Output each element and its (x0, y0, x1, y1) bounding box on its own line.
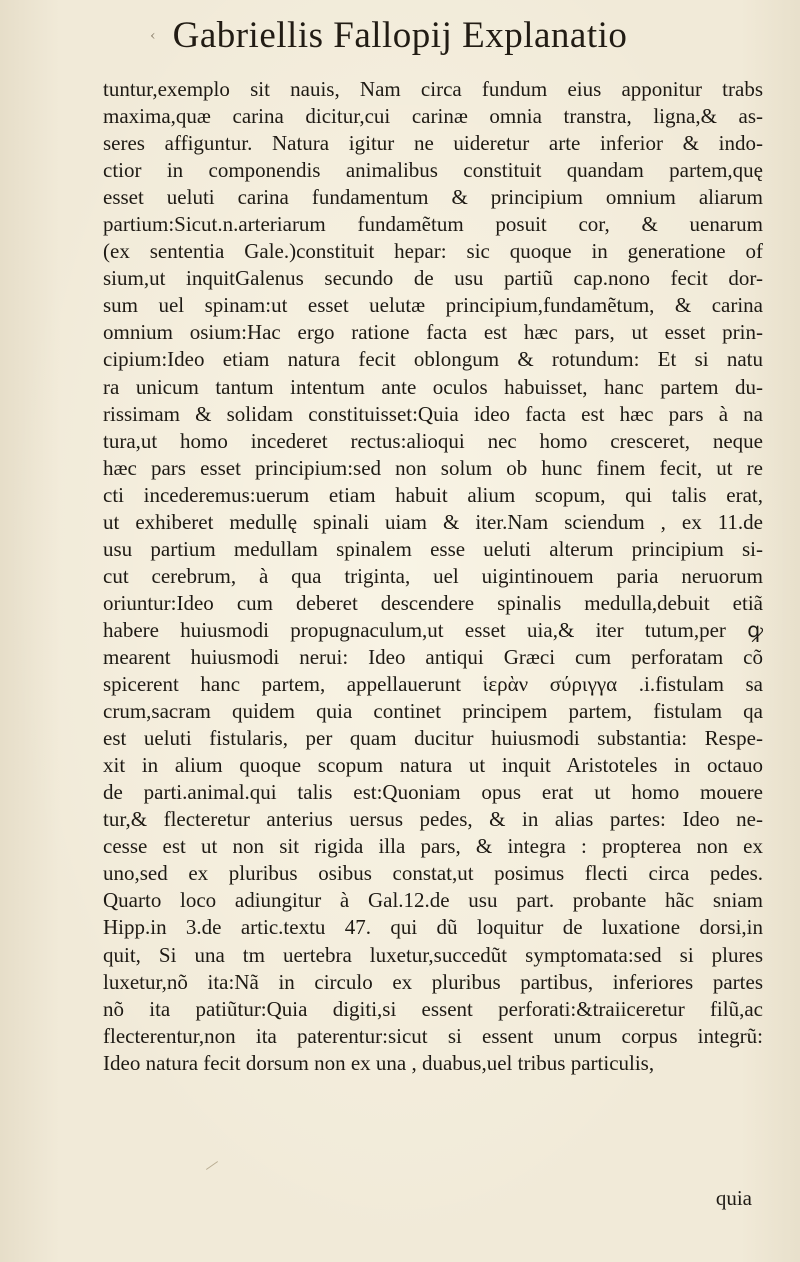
text-line: cipium:Ideo etiam natura fecit oblongum & rotundum: Et si natu (103, 347, 763, 372)
text-line: sium,ut inquitGalenus secundo de usu partiũ cap.nono fecit dor- (103, 266, 763, 291)
text-line: oriuntur:Ideo cum deberet descendere spinalis medulla,debuit etiã (103, 590, 763, 615)
text-line: Quarto loco adiungitur à Gal.12.de usu part. probante hãc sniam (103, 888, 763, 913)
text-line: tura,ut homo incederet rectus:alioqui nec homo cresceret, neque (103, 428, 763, 453)
catchword: quia (715, 1186, 752, 1210)
text-line: uno,sed ex pluribus osibus constat,ut posimus flecti circa pedes. (103, 861, 763, 886)
text-line: tur,& flecteretur anterius uersus pedes, & in alias partes: Ideo ne- (103, 807, 763, 832)
text-line: habere huiusmodi propugnaculum,ut esset uia,& iter tutum,per ꝙ (103, 617, 763, 642)
text-line: luxetur,nõ ita:Nã in circulo ex pluribus partibus, inferiores partes (103, 969, 763, 994)
text-line: omnium osium:Hac ergo ratione facta est hæc pars, ut esset prin- (103, 320, 763, 345)
text-line: ra unicum tantum intentum ante oculos habuisset, hanc partem du- (103, 374, 763, 399)
text-line: ctior in componendis animalibus constituit quandam partem,quę (103, 158, 763, 183)
text-line: ut exhiberet medullę spinali uiam & iter.Nam sciendum , ex 11.de (103, 509, 763, 534)
paper-speck (206, 1161, 218, 1170)
margin-mark: ‹ (150, 28, 156, 44)
text-line: Hipp.in 3.de artic.textu 47. qui dũ loquitur de luxatione dorsi,in (103, 915, 763, 940)
text-line: crum,sacram quidem quia continet principem partem, fistulam qa (103, 699, 763, 724)
text-line: quit, Si una tm uertebra luxetur,succedũt symptomata:sed si plures (103, 942, 763, 967)
text-line: tuntur,exemplo sit nauis, Nam circa fundum eius apponitur trabs (103, 77, 763, 101)
text-line: flecterentur,non ita paterentur:sicut si essent unum corpus integrũ: (103, 1023, 763, 1048)
text-line: esset ueluti carina fundamentum & principium omnium aliarum (103, 185, 763, 210)
running-head: Gabriellis Fallopij Explanatio (172, 15, 628, 56)
text-line: mearent huiusmodi nerui: Ideo antiqui Græci cum perforatam cõ (103, 644, 763, 669)
text-line: maxima,quæ carina dicitur,cui carinæ omnia transtra, ligna,& as- (103, 104, 763, 129)
text-line: partium:Sicut.n.arteriarum fundamẽtum posuit cor, & uenarum (103, 212, 763, 237)
text-line: hæc pars esset principium:sed non solum ob hunc finem fecit, ut re (103, 455, 763, 480)
text-line: est ueluti fistularis, per quam ducitur huiusmodi substantia: Respe- (103, 726, 763, 751)
text-line: (ex sententia Gale.)constituit hepar: sic quoque in generatione of (103, 239, 763, 264)
text-line: spicerent hanc partem, appellauerunt ἱερὰν σύριγγα .i.fistulam sa (103, 672, 763, 697)
text-line: sum uel spinam:ut esset uelutæ principium,fundamẽtum, & carina (103, 293, 763, 318)
text-line: cti incederemus:uerum etiam habuit alium scopum, qui talis erat, (103, 482, 763, 507)
text-line: nõ ita patiũtur:Quia digiti,si essent perforati:&traiiceretur filũ,ac (103, 996, 763, 1021)
text-line: cesse est ut non sit rigida illa pars, & integra : propterea non ex (103, 834, 763, 859)
text-line: Ideo natura fecit dorsum non ex una , duabus,uel tribus particulis, (103, 1050, 655, 1075)
text-line: rissimam & solidam constituisset:Quia ideo facta est hæc pars à na (103, 401, 763, 426)
text-line: cut cerebrum, à qua triginta, uel uigintinouem paria neruorum (103, 563, 763, 588)
text-block (103, 76, 763, 1077)
text-line: xit in alium quoque scopum natura ut inquit Aristoteles in octauo (103, 753, 763, 778)
text-line: usu partium medullam spinalem esse ueluti alterum principium si- (103, 536, 763, 561)
text-line: seres affiguntur. Natura igitur ne uideretur arte inferior & indo- (103, 131, 763, 156)
text-line: de parti.animal.qui talis est:Quoniam opus erat ut homo mouere (103, 780, 763, 805)
